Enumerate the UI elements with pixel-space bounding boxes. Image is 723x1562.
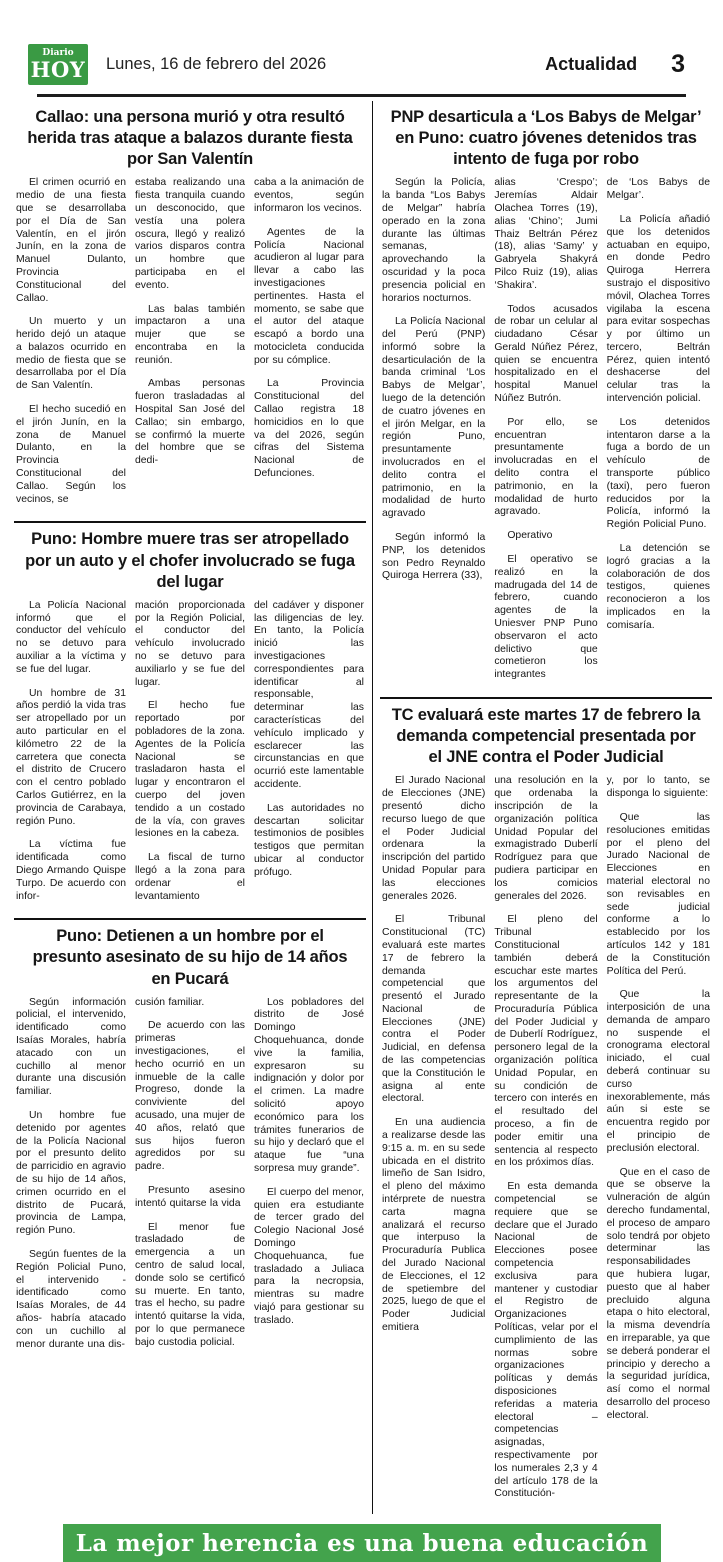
article-paragraph: Según fuentes de la Región Policial Puno, el intervenido -identificado como Isaías Morales, de 44 años- habría atacado con un cuchillo al menor durante una dis-	[16, 1248, 126, 1350]
article-paragraph: El operativo se realizó en la madrugada del 14 de febrero, cuando agentes de la Uniesver PNP Puno observaron el acto delictivo que cometieron los integrantes	[494, 554, 598, 681]
article-paragraph: Un hombre fue detenido por agentes de la Policía Nacional por el presunto delito de parricidio en agravio de su hijo de 14 años, crimen ocurrido en el distrito de Pucará, provincia de Lampa, región Puno.	[16, 1110, 126, 1237]
article-headline: TC evaluará este martes 17 de febrero la demanda competencial presentada por el JNE contra el Poder Judicial	[391, 706, 701, 767]
page-content	[0, 97, 723, 1514]
article-tc	[380, 697, 712, 1514]
article-headline: Puno: Hombre muere tras ser atropellado por un auto y el chofer involucrado se fuga del lugar	[25, 530, 355, 591]
article-paragraph: Según informó la PNP, los detenidos son Pedro Reynaldo Quiroga Herrera (33),	[382, 532, 486, 582]
article-atropello	[14, 521, 366, 916]
article-paragraph: Ambas personas fueron trasladadas al Hospital San José del Callao; sin embargo, se confirmó la muerte del hombre que se dedi-	[135, 378, 245, 467]
article-paragraph: mación proporcionada por la Región Policial, el conductor del vehículo involucrado no se detuvo para auxiliarlo y se fue del lugar.	[135, 599, 245, 688]
article-column	[494, 775, 597, 1512]
article-paragraph: La Policía añadió que los detenidos actuaban en equipo, en donde Pedro Quiroga Herrera sustrajo el dispositivo móvil, Olachea Torres vigilaba la escena para evitar sospechas y por último un tercero, Beltrán Pérez, quien intentó deshacerse del celular tras la intervención policial.	[606, 213, 710, 405]
article-column	[16, 177, 126, 517]
article-paragraph: El Jurado Nacional de Elecciones (JNE) presentó dicho recurso luego de que el Poder Judicial ordenara la inscripción del partido Unidad Popular para las elecciones generales 2026.	[382, 775, 486, 902]
masthead	[0, 0, 723, 85]
article-paragraph: Un muerto y un herido dejó un ataque a balazos ocurrido en medio de fiesta que se desarrollaba por el Día de San Valentín.	[16, 316, 126, 392]
article-headline: Puno: Detienen a un hombre por el presunto asesinato de su hijo de 14 años en Pucará	[32, 927, 348, 988]
article-body	[14, 177, 366, 517]
article-column	[607, 775, 710, 1512]
article-paragraph: caba a la animación de eventos, según informaron los vecinos.	[254, 177, 364, 214]
article-paragraph: Un hombre de 31 años perdió la vida tras ser atropellado por un auto particular en el kilómetro 22 de la carretera que conecta el distrito de Crucero con el centro poblado Carlos Gutiérrez, en la provincia de Carabaya, región Puno.	[16, 687, 126, 827]
article-paragraph: de ‘Los Babys de Melgar’.	[606, 177, 710, 202]
article-paragraph: Los detenidos intentaron darse a la fuga a bordo de un vehículo de transporte público (taxi), pero fueron reducidos por la Policía, informó la Región Policial Puno.	[606, 416, 710, 531]
article-paragraph: Todos acusados de robar un celular al ciudadano César Gerald Núñez Pérez, quien se encuentra hospitalizado en el hospital Manuel Núñez Butrón.	[494, 303, 598, 405]
article-body	[14, 997, 366, 1363]
article-paragraph: La fiscal de turno llegó a la zona para ordenar el levantamiento	[135, 852, 245, 902]
article-parricidio	[14, 918, 366, 1364]
article-column	[135, 600, 245, 915]
article-paragraph: Que en el caso de que se observe la vulneración de algún derecho fundamental, el proceso de amparo solo tendrá por objeto determinar las responsabilidades que hubiera lugar, puesto que al haber precluido alguna etapa o hito electoral, la misma devendría en irreparable, ya que se deberá ponderar el principio y derecho a la seguridad jurídica, así como el normal desarrollo del proceso electoral.	[606, 1166, 710, 1421]
article-paragraph: La Policía Nacional del Perú (PNP) informó sobre la desarticulación de la banda criminal ‘Los Babys de Melgar’, luego de la detención de cuatro jóvenes en el jirón Melgar, en la región Puno, presuntamente involucrados en el delito contra el patrimonio, en la modalidad de hurto agravado	[382, 316, 486, 520]
article-paragraph: Las balas también impactaron a una mujer que se encontraba en la reunión.	[135, 303, 245, 366]
article-paragraph: y, por lo tanto, se disponga lo siguiente:	[606, 775, 710, 800]
article-column	[382, 775, 485, 1512]
diario-hoy-logo	[28, 44, 88, 85]
article-paragraph: Agentes de la Policía Nacional acudieron al lugar para llevar a cabo las investigaciones pertinentes. Hasta el momento, se sabe que el autor del ataque escapó a bordo una motocicleta conducida por su cómplice.	[254, 226, 364, 366]
article-paragraph: El crimen ocurrió en medio de una fiesta que se desarrollaba por el Día de San Valentín, en el jirón Junín, en la zona de Manuel Dulanto, Provincia Constitucional del Callao.	[16, 177, 126, 304]
article-paragraph: De acuerdo con las primeras investigaciones, el hecho ocurrió en un inmueble de la calle Progreso, donde la conviviente del acusado, una mujer de 40 años, relató que sus hijos fueron agredidos por su padre.	[135, 1020, 245, 1173]
section-title: Actualidad	[545, 54, 638, 74]
logo-title: HOY	[30, 57, 86, 82]
article-column	[382, 177, 485, 693]
article-paragraph: Las autoridades no descartan solicitar testimonios de posibles testigos que permitan ubicar al conductor prófugo.	[254, 802, 364, 878]
article-paragraph: El hecho sucedió en el jirón Junín, en la zona de Manuel Dulanto, en la Provincia Constitucional del Callao. Según los vecinos, se	[16, 404, 126, 505]
article-paragraph: En esta demanda competencial se requiere que se declare que el Jurado Nacional de Elecciones posee competencia exclusiva para mantener y custodiar el Registro de Organizaciones Políticas, velar por el cumplimiento de las normas sobre organizaciones políticas y demás disposiciones referidas a materia electoral – competencias asignadas, respectivamente por los numerales 2,3 y 4 del artículo 178 de la Constitución-	[494, 1181, 598, 1500]
page-number: 3	[671, 50, 685, 78]
article-paragraph: El hecho fue reportado por pobladores de la zona. Agentes de la Policía Nacional se trasladaron hasta el lugar y encontraron el cuerpo del joven tendido a un costado de la vía, con graves lesiones en la cabeza.	[135, 700, 245, 840]
article-paragraph: El pleno del Tribunal Constitucional también deberá escuchar este martes los argumentos del representante de la Procuraduría Pública del Poder Judicial y de Duberlí Rodríguez, personero legal de la organización política Unidad Popular, en su condición de tercero con interés en el resultado del proceso, a fin de poder emitir una sentencia al respecto en los próximos días.	[494, 914, 598, 1169]
article-paragraph: La Policía Nacional informó que el conductor del vehículo no se detuvo para auxiliar a la víctima y se fue del lugar.	[16, 599, 126, 675]
article-column	[254, 997, 364, 1363]
article-paragraph: El cuerpo del menor, quien era estudiante de tercer grado del Colegio Nacional José Domingo Choquehuanca, fue trasladado a Juliaca para la necropsia, mientras su madre viajó para gestionar su traslado.	[254, 1186, 364, 1326]
article-paragraph: El Tribunal Constitucional (TC) evaluará este martes 17 de febrero la demanda competencial que presentó el Jurado Nacional de Elecciones (JNE) contra el Poder Judicial, en defensa de las competencias que la Constitución le asigna al ente electoral.	[382, 914, 486, 1105]
banner-text: La mejor herencia es una buena educación	[75, 1529, 649, 1557]
article-paragraph: La detención se logró gracias a la colaboración de dos testigos, quienes reconocieron a los implicados en la comisaría.	[606, 543, 710, 631]
article-callao	[14, 101, 366, 519]
article-column	[254, 600, 364, 915]
article-paragraph: La Provincia Constitucional del Callao registra 18 homicidios en lo que va del 2026, según cifras del Sistema Nacional de Defunciones.	[254, 378, 364, 480]
article-paragraph: alias ‘Crespo’; Jeremías Aldair Olachea Torres (19), alias ‘Chino’; Jumi Thaiz Beltrán Pérez (18), alias ‘Samy’ y Gabryela Shakyrá Pilco Ruiz (19), alias ‘Shakira’.	[494, 177, 598, 291]
article-paragraph: La víctima fue identificada como Diego Armando Quispe Turpo. De acuerdo con infor-	[16, 839, 126, 902]
article-paragraph: una resolución en la que ordenaba la inscripción de la organización política Unidad Popular del exmagistrado Duberlí Rodríguez para que pudiera participar en los comicios generales del 2026.	[494, 775, 598, 902]
article-body	[380, 177, 712, 693]
masthead-right	[545, 50, 685, 79]
left-column-group	[14, 101, 366, 1514]
article-paragraph: del cadáver y disponer las diligencias de ley. En tanto, la Policía inició las investigaciones correspondientes para identificar al responsable, determinar las características del vehículo implicado y esclarecer las circunstancias en que ocurrió este lamentable accidente.	[254, 599, 364, 790]
article-paragraph: Según la Policía, la banda “Los Babys de Melgar” habría operado en la zona durante las últimas semanas, aprovechando la oscuridad y la poca presencia policial en horarios nocturnos.	[382, 177, 486, 304]
article-paragraph: estaba realizando una fiesta tranquila cuando un desconocido, que vestía una polera oscura, llegó y realizó varios disparos contra un hombre que participaba en el evento.	[135, 177, 245, 291]
article-paragraph: Presunto asesino intentó quitarse la vida	[135, 1185, 245, 1209]
edition-date: Lunes, 16 de febrero del 2026	[106, 55, 327, 73]
right-column-group	[372, 101, 712, 1514]
article-column	[16, 600, 126, 915]
article-paragraph: Los pobladores del distrito de José Domingo Choquehuanca, donde vive la familia, expresaron su indignación y dolor por el crimen. La madre solicitó apoyo económico para los trámites funerarios de su hijo y declaró que el ataque fue “una sorpresa muy grande”.	[254, 996, 364, 1174]
article-headline: PNP desarticula a ‘Los Babys de Melgar’ en Puno: cuatro jóvenes detenidos tras intento de fuga por robo	[390, 108, 702, 169]
article-paragraph: En una audiencia a realizarse desde las 9:15 a. m. en su sede ubicada en el distrito limeño de San Isidro, el pleno del máximo intérprete de nuestra carta magna analizará el recurso que interpuso la Procuraduría Publica del Jurado Nacional de Elecciones, el 12 de spetiembre del 2025, luego de que el Poder Judicial emitiera	[382, 1117, 486, 1334]
article-paragraph: Según información policial, el intervenido, identificado como Isaías Morales, habría atacado con un cuchillo al menor durante una discusión familiar.	[16, 996, 126, 1098]
article-paragraph: Operativo	[507, 530, 553, 542]
article-paragraph: El menor fue trasladado de emergencia a un centro de salud local, donde solo se certificó su muerte. En tanto, tras el hecho, su padre intentó quitarse la vida, por lo que permanece bajo custodia policial.	[135, 1221, 245, 1348]
article-pnp	[380, 101, 712, 695]
education-slogan-banner	[63, 1524, 661, 1562]
logo-kicker: Diario	[42, 48, 74, 58]
article-column	[16, 997, 126, 1363]
article-body	[14, 600, 366, 915]
article-body	[380, 775, 712, 1512]
article-paragraph: cusión familiar.	[135, 996, 205, 1008]
article-column	[135, 177, 245, 517]
article-paragraph: Que las resoluciones emitidas por el pleno del Jurado Nacional de Elecciones en material electoral no son revisables en sede judicial conforme a lo establecido por los artículos 142 y 181 de la Constitución Política del Perú.	[606, 811, 710, 977]
article-column	[135, 997, 245, 1363]
article-headline: Callao: una persona murió y otra resultó herida tras ataque a balazos durante fiesta por San Valentín	[27, 108, 353, 169]
article-column	[494, 177, 597, 693]
article-column	[254, 177, 364, 517]
article-paragraph: Que la interposición de una demanda de amparo no suspende el cronograma electoral iniciado, el cual deberá continuar su curso inexorablemente, más aún si este se encuentra regido por el principio de preclusión electoral.	[606, 989, 710, 1154]
article-paragraph: Por ello, se encuentran presuntamente involucradas en el delito contra el patrimonio, en la modalidad de hurto agravado.	[494, 416, 598, 518]
article-column	[607, 177, 710, 693]
